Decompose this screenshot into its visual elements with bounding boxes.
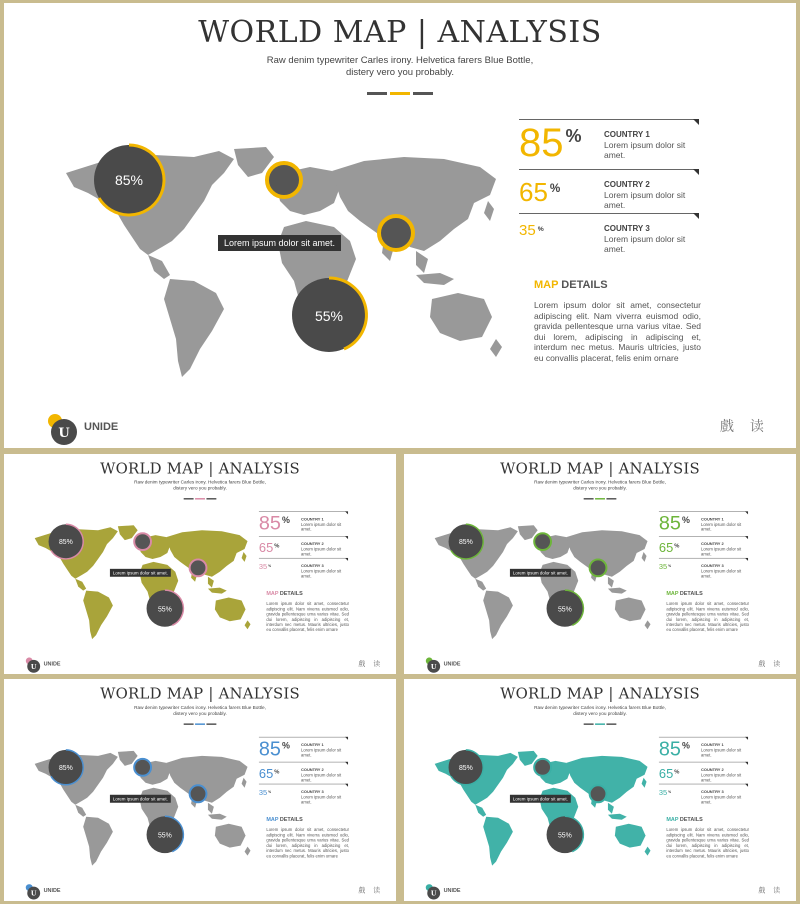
unide-logo-icon xyxy=(47,414,79,446)
circle-label-55: 55% xyxy=(314,308,344,324)
map-callout: Lorem ipsum dolor sit amet. xyxy=(510,795,571,803)
country-3-name: COUNTRY 3 xyxy=(701,563,724,568)
map-circle-asia xyxy=(190,559,207,576)
country-2-name: COUNTRY 2 xyxy=(301,767,324,772)
country-1-desc: Lorem ipsum dolor sit amet. xyxy=(301,521,342,532)
slide-content xyxy=(4,679,396,901)
country-1-name: COUNTRY 1 xyxy=(701,516,724,522)
country-stat-3: 35% COUNTRY 3 Lorem ipsum dolor sit amet. xyxy=(259,558,348,580)
svg-text:U: U xyxy=(430,662,437,671)
country-1-name: COUNTRY 1 xyxy=(301,742,324,747)
map-details-title: MAP DETAILS xyxy=(666,590,703,597)
country-1-desc: Lorem ipsum dolor sit amet. xyxy=(701,747,742,758)
circle-label-85: 85% xyxy=(58,764,73,772)
country-1-percent: 85 xyxy=(519,121,564,165)
map-details-title: MAP DETAILS xyxy=(534,279,608,291)
map-circle-big-bottom xyxy=(547,590,584,627)
country-2-desc: Lorem ipsum dolor sit amet. xyxy=(701,546,742,557)
country-2-percent: 65 xyxy=(258,540,274,555)
country-2-percent: 65 xyxy=(658,540,674,555)
country-stat-1: 85% COUNTRY 1 Lorem ipsum dolor sit amet. xyxy=(259,511,348,536)
map-details-title: MAP DETAILS xyxy=(666,816,703,823)
subtitle-line: distery vero you probably. xyxy=(573,710,627,717)
subtitle-line: Raw denim typewriter Carles irony. Helvetica farers Blue Bottle, xyxy=(266,55,534,66)
unide-logo-icon xyxy=(425,657,441,673)
country-1-percent: 85 xyxy=(258,512,281,535)
map-details-title: MAP DETAILS xyxy=(266,816,303,823)
slide-subtitle xyxy=(404,705,796,717)
title-divider xyxy=(184,723,217,724)
country-2-name: COUNTRY 2 xyxy=(701,541,724,547)
slide-title: WORLD MAP | ANALYSIS xyxy=(100,459,300,478)
circle-label-85: 85% xyxy=(58,539,73,547)
map-circle-big-bottom xyxy=(547,816,584,853)
country-stat-2: 65 % COUNTRY 2 Lorem ipsum dolor sit amet. xyxy=(519,169,699,214)
circle-label-55: 55% xyxy=(557,606,572,614)
map-circle-big-bottom xyxy=(147,590,184,627)
country-2-name: COUNTRY 2 xyxy=(701,767,724,772)
map-circle-europe xyxy=(267,163,301,197)
country-3-name: COUNTRY 3 xyxy=(604,224,650,233)
subtitle-line: Raw denim typewriter Carles irony. Helvetica farers Blue Bottle, xyxy=(534,479,666,486)
map-circle-asia xyxy=(590,559,607,576)
slide-subtitle xyxy=(4,705,396,717)
subtitle-line: distery vero you probably. xyxy=(173,485,227,492)
corner-mark: 戲 读 xyxy=(358,659,384,668)
map-details-text: Lorem ipsum dolor sit amet, consectetur adipiscing elit. Nam viverra euismod odio, gravida pellentesque urna varius vitae. Sed dui lorem, adipiscing in adipiscing et, interdum nec metus. Mauris ultricies, justo eu convallis placerat, felis enim ornare xyxy=(534,300,701,363)
brand-name: UNIDE xyxy=(43,887,61,894)
country-3-name: COUNTRY 3 xyxy=(301,789,324,794)
map-circle-big-left xyxy=(94,145,164,215)
map-circle-europe xyxy=(534,759,551,776)
map-circle-europe xyxy=(134,759,151,776)
country-3-percent: 35 xyxy=(258,788,268,797)
title-divider xyxy=(584,723,617,724)
slide-title: WORLD MAP | ANALYSIS xyxy=(500,684,700,703)
circle-label-85: 85% xyxy=(458,539,473,547)
subtitle-line: Raw denim typewriter Carles irony. Helvetica farers Blue Bottle, xyxy=(534,704,666,711)
map-circle-big-left xyxy=(49,524,84,559)
subtitle-line: distery vero you probably. xyxy=(345,67,455,78)
country-stat-2: 65% COUNTRY 2 Lorem ipsum dolor sit amet. xyxy=(659,536,748,558)
unide-logo-icon xyxy=(25,657,41,673)
country-3-desc: Lorem ipsum dolor sit amet. xyxy=(301,794,342,805)
map-circle-big-bottom xyxy=(292,278,366,352)
subtitle-line: Raw denim typewriter Carles irony. Helvetica farers Blue Bottle, xyxy=(134,479,266,486)
country-stat-2: 65% COUNTRY 2 Lorem ipsum dolor sit amet. xyxy=(259,536,348,558)
slide-subtitle xyxy=(404,480,796,492)
map-callout: Lorem ipsum dolor sit amet. xyxy=(218,235,341,251)
circle-label-55: 55% xyxy=(557,832,572,840)
title-divider xyxy=(367,92,433,95)
country-stat-3: 35% COUNTRY 3 Lorem ipsum dolor sit amet. xyxy=(659,558,748,580)
country-2-percent: 65 xyxy=(258,765,274,781)
map-circle-big-left xyxy=(49,750,84,785)
country-1-percent: 85 xyxy=(258,737,281,760)
country-2-desc: Lorem ipsum dolor sit amet. xyxy=(604,190,686,210)
corner-mark: 戲 读 xyxy=(720,418,770,434)
country-3-desc: Lorem ipsum dolor sit amet. xyxy=(701,568,742,579)
country-stat-1: 85% COUNTRY 1 Lorem ipsum dolor sit amet. xyxy=(259,737,348,762)
country-stat-2: 65% COUNTRY 2 Lorem ipsum dolor sit amet. xyxy=(259,762,348,784)
subtitle-line: distery vero you probably. xyxy=(573,485,627,492)
map-circle-big-left xyxy=(449,524,484,559)
thumbnail-slide-pink[interactable] xyxy=(4,454,396,674)
world-map xyxy=(424,749,654,869)
brand-name: UNIDE xyxy=(84,421,119,433)
country-1-name: COUNTRY 1 xyxy=(604,130,650,139)
country-1-name: COUNTRY 1 xyxy=(301,516,324,522)
country-stat-1: 85% COUNTRY 1 Lorem ipsum dolor sit amet. xyxy=(659,737,748,762)
unide-logo-icon xyxy=(425,884,441,900)
title-divider xyxy=(584,498,617,499)
slide-content xyxy=(4,454,396,674)
map-circle-big-left xyxy=(449,750,484,785)
svg-text:U: U xyxy=(58,426,70,441)
brand-name: UNIDE xyxy=(443,660,461,667)
country-stat-3: 35% COUNTRY 3 Lorem ipsum dolor sit amet. xyxy=(259,784,348,806)
country-3-percent: 35 xyxy=(258,562,268,571)
country-3-name: COUNTRY 3 xyxy=(701,789,724,794)
map-details-text: Lorem ipsum dolor sit amet, consectetur adipiscing elit. Nam viverra euismod odio, gravida pellentesque urna varius vitae. Sed dui lorem, adipiscing in adipiscing et, interdum nec metus. Mauris ultricies, justo eu convallis placerat, felis enim ornare xyxy=(266,827,350,859)
country-3-percent: 35 xyxy=(519,222,536,239)
country-3-desc: Lorem ipsum dolor sit amet. xyxy=(604,234,686,254)
country-2-name: COUNTRY 2 xyxy=(604,180,650,189)
map-circle-big-bottom xyxy=(147,816,184,853)
svg-text:U: U xyxy=(30,889,37,898)
world-map xyxy=(24,749,254,869)
subtitle-line: distery vero you probably. xyxy=(173,710,227,717)
map-circle-europe xyxy=(134,533,151,550)
country-3-desc: Lorem ipsum dolor sit amet. xyxy=(701,794,742,805)
slide-content xyxy=(404,454,796,674)
country-2-desc: Lorem ipsum dolor sit amet. xyxy=(301,546,342,557)
slide-title: WORLD MAP | ANALYSIS xyxy=(100,684,300,703)
country-2-name: COUNTRY 2 xyxy=(301,541,324,547)
title-divider xyxy=(184,498,217,499)
country-1-percent: 85 xyxy=(658,737,681,760)
country-2-percent: 65 xyxy=(658,765,674,781)
circle-label-55: 55% xyxy=(157,606,172,614)
country-1-desc: Lorem ipsum dolor sit amet. xyxy=(701,521,742,532)
country-stat-1: 85 % COUNTRY 1 Lorem ipsum dolor sit amet. xyxy=(519,119,699,169)
map-details-text: Lorem ipsum dolor sit amet, consectetur adipiscing elit. Nam viverra euismod odio, gravida pellentesque urna varius vitae. Sed dui lorem, adipiscing in adipiscing et, interdum nec metus. Mauris ultricies, justo eu convallis placerat, felis enim ornare xyxy=(266,601,350,632)
map-details-text: Lorem ipsum dolor sit amet, consectetur adipiscing elit. Nam viverra euismod odio, gravida pellentesque urna varius vitae. Sed dui lorem, adipiscing in adipiscing et, interdum nec metus. Mauris ultricies, justo eu convallis placerat, felis enim ornare xyxy=(666,827,750,859)
circle-label-55: 55% xyxy=(157,832,172,840)
brand-name: UNIDE xyxy=(443,887,461,894)
map-circle-asia xyxy=(190,785,207,802)
country-2-desc: Lorem ipsum dolor sit amet. xyxy=(301,772,342,783)
corner-mark: 戲 读 xyxy=(358,886,384,895)
country-3-desc: Lorem ipsum dolor sit amet. xyxy=(301,568,342,579)
corner-mark: 戲 读 xyxy=(758,886,784,895)
circle-label-85: 85% xyxy=(114,172,144,188)
brand-name: UNIDE xyxy=(43,660,61,667)
thumbnail-slide-teal[interactable] xyxy=(404,679,796,901)
slide-subtitle xyxy=(4,55,796,79)
country-stat-3: 35% COUNTRY 3 Lorem ipsum dolor sit amet. xyxy=(659,784,748,806)
subtitle-line: Raw denim typewriter Carles irony. Helvetica farers Blue Bottle, xyxy=(134,704,266,711)
thumbnail-slide-blue[interactable] xyxy=(4,679,396,901)
map-details-text: Lorem ipsum dolor sit amet, consectetur adipiscing elit. Nam viverra euismod odio, gravida pellentesque urna varius vitae. Sed dui lorem, adipiscing in adipiscing et, interdum nec metus. Mauris ultricies, justo eu convallis placerat, felis enim ornare xyxy=(666,601,750,632)
world-map xyxy=(424,523,654,642)
country-3-name: COUNTRY 3 xyxy=(301,563,324,568)
slide-title: WORLD MAP | ANALYSIS xyxy=(500,459,700,478)
country-1-percent: 85 xyxy=(658,512,681,535)
country-3-percent: 35 xyxy=(658,562,668,571)
world-map xyxy=(24,523,254,642)
map-circle-europe xyxy=(534,533,551,550)
corner-mark: 戲 读 xyxy=(758,659,784,668)
unide-logo-icon xyxy=(25,884,41,900)
slide-title: WORLD MAP | ANALYSIS xyxy=(198,15,602,50)
country-stat-3: 35 % COUNTRY 3 Lorem ipsum dolor sit amet. xyxy=(519,213,699,258)
svg-text:U: U xyxy=(30,662,37,671)
map-callout: Lorem ipsum dolor sit amet. xyxy=(510,569,571,577)
country-stat-2: 65% COUNTRY 2 Lorem ipsum dolor sit amet. xyxy=(659,762,748,784)
slide-content xyxy=(404,679,796,901)
country-1-name: COUNTRY 1 xyxy=(701,742,724,747)
map-callout: Lorem ipsum dolor sit amet. xyxy=(110,795,171,803)
country-stat-1: 85% COUNTRY 1 Lorem ipsum dolor sit amet. xyxy=(659,511,748,536)
thumbnail-slide-green[interactable] xyxy=(404,454,796,674)
circle-label-85: 85% xyxy=(458,764,473,772)
svg-text:U: U xyxy=(430,889,437,898)
main-slide[interactable] xyxy=(4,3,796,448)
country-2-desc: Lorem ipsum dolor sit amet. xyxy=(701,772,742,783)
map-callout: Lorem ipsum dolor sit amet. xyxy=(110,569,171,577)
country-2-percent: 65 xyxy=(519,177,548,207)
country-3-percent: 35 xyxy=(658,788,668,797)
map-details-title: MAP DETAILS xyxy=(266,590,303,597)
slide-content xyxy=(4,3,796,448)
map-circle-asia xyxy=(379,216,413,250)
world-map xyxy=(44,143,509,383)
map-circle-asia xyxy=(590,785,607,802)
country-1-desc: Lorem ipsum dolor sit amet. xyxy=(604,140,686,160)
country-1-desc: Lorem ipsum dolor sit amet. xyxy=(301,747,342,758)
slide-subtitle xyxy=(4,480,396,492)
